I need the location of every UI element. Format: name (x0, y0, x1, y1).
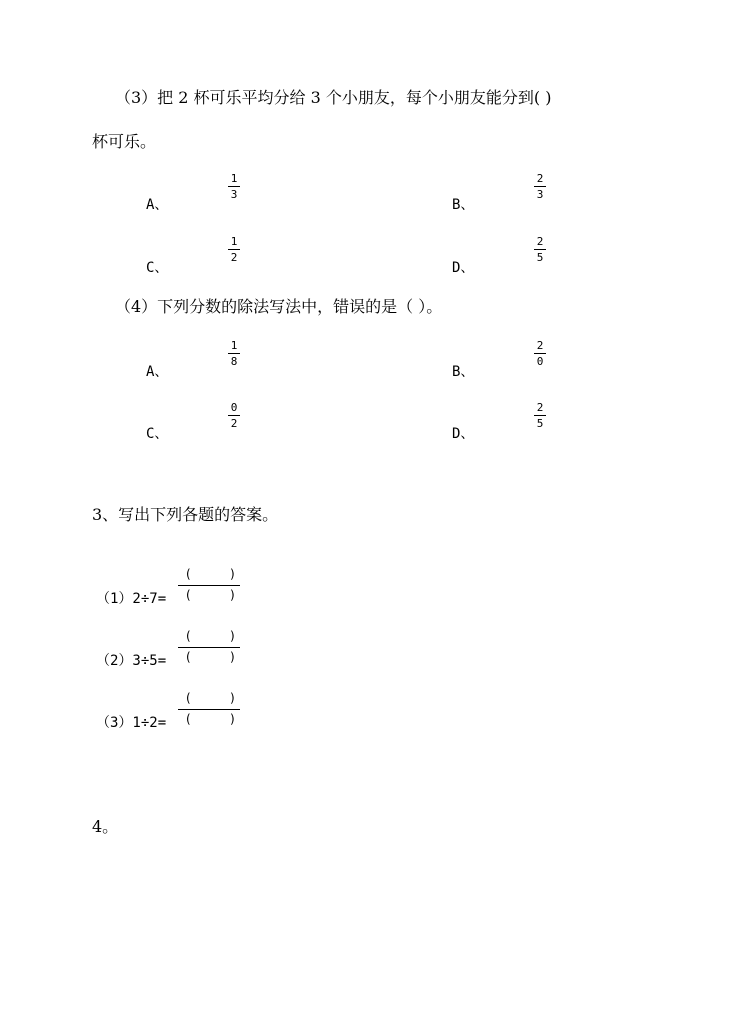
q3-option-a-fraction (226, 173, 242, 201)
q3-option-b-label: B、 (452, 197, 475, 213)
paren-close: ) (230, 691, 235, 705)
fraction-numerator: 1 (230, 172, 238, 185)
q3-option-a-label: A、 (146, 197, 169, 213)
fraction-bar (178, 585, 240, 586)
fraction-bar (534, 249, 546, 250)
fraction-numerator: 1 (230, 339, 238, 352)
q3-text-line2: 杯可乐。 (92, 132, 157, 151)
fraction-bar (178, 709, 240, 710)
fraction-bar (534, 415, 546, 416)
q3-option-d-label: D、 (452, 260, 475, 276)
fraction-bar (534, 186, 546, 187)
q3-option-d-fraction (532, 236, 548, 264)
paren-open: ( (186, 691, 191, 705)
paren-close: ) (230, 650, 235, 664)
fraction-numerator: 2 (536, 401, 544, 414)
paren-close: ) (230, 588, 235, 602)
q4-option-b-label: B、 (452, 364, 475, 380)
paren-open: ( (186, 629, 191, 643)
fraction-denominator: 8 (230, 355, 238, 368)
q4-option-a-label: A、 (146, 364, 169, 380)
q3-option-c-fraction (226, 236, 242, 264)
q3-text-line1: （3）把 2 杯可乐平均分给 3 个小朋友，每个小朋友能分到( ) (115, 88, 552, 107)
fraction-denominator: 2 (230, 251, 238, 264)
section3-item-2-blank-fraction (178, 628, 242, 668)
section3-item-1-label: （1）2÷7= (96, 591, 167, 607)
fraction-numerator: 2 (536, 235, 544, 248)
fraction-numerator: 2 (536, 339, 544, 352)
section4-heading: 4。 (92, 817, 119, 836)
paren-open: ( (186, 712, 191, 726)
section3-item-3-blank-fraction (178, 690, 242, 730)
q3-option-c-label: C、 (146, 260, 169, 276)
q3-option-b-fraction (532, 173, 548, 201)
paren-close: ) (230, 567, 235, 581)
q4-option-c-label: C、 (146, 426, 169, 442)
fraction-denominator: 3 (536, 188, 544, 201)
section3-heading: 3、写出下列各题的答案。 (92, 505, 279, 524)
section3-item-1-blank-fraction (178, 566, 242, 606)
paren-open: ( (186, 650, 191, 664)
paren-close: ) (230, 712, 235, 726)
fraction-denominator: 0 (536, 355, 544, 368)
fraction-bar (228, 186, 240, 187)
paren-open: ( (186, 588, 191, 602)
paren-close: ) (230, 629, 235, 643)
fraction-bar (228, 415, 240, 416)
fraction-bar (228, 249, 240, 250)
fraction-denominator: 3 (230, 188, 238, 201)
fraction-bar (178, 647, 240, 648)
fraction-numerator: 0 (230, 401, 238, 414)
q4-option-d-fraction (532, 402, 548, 430)
q4-text: （4）下列分数的除法写法中，错误的是（ ）。 (115, 297, 443, 316)
q4-option-b-fraction (532, 340, 548, 368)
fraction-bar (534, 353, 546, 354)
section3-item-2-label: （2）3÷5= (96, 653, 167, 669)
fraction-numerator: 1 (230, 235, 238, 248)
q4-option-c-fraction (226, 402, 242, 430)
fraction-denominator: 5 (536, 417, 544, 430)
fraction-bar (228, 353, 240, 354)
q4-option-a-fraction (226, 340, 242, 368)
section3-item-3-label: （3）1÷2= (96, 715, 167, 731)
paren-open: ( (186, 567, 191, 581)
fraction-denominator: 5 (536, 251, 544, 264)
fraction-numerator: 2 (536, 172, 544, 185)
fraction-denominator: 2 (230, 417, 238, 430)
q4-option-d-label: D、 (452, 426, 475, 442)
